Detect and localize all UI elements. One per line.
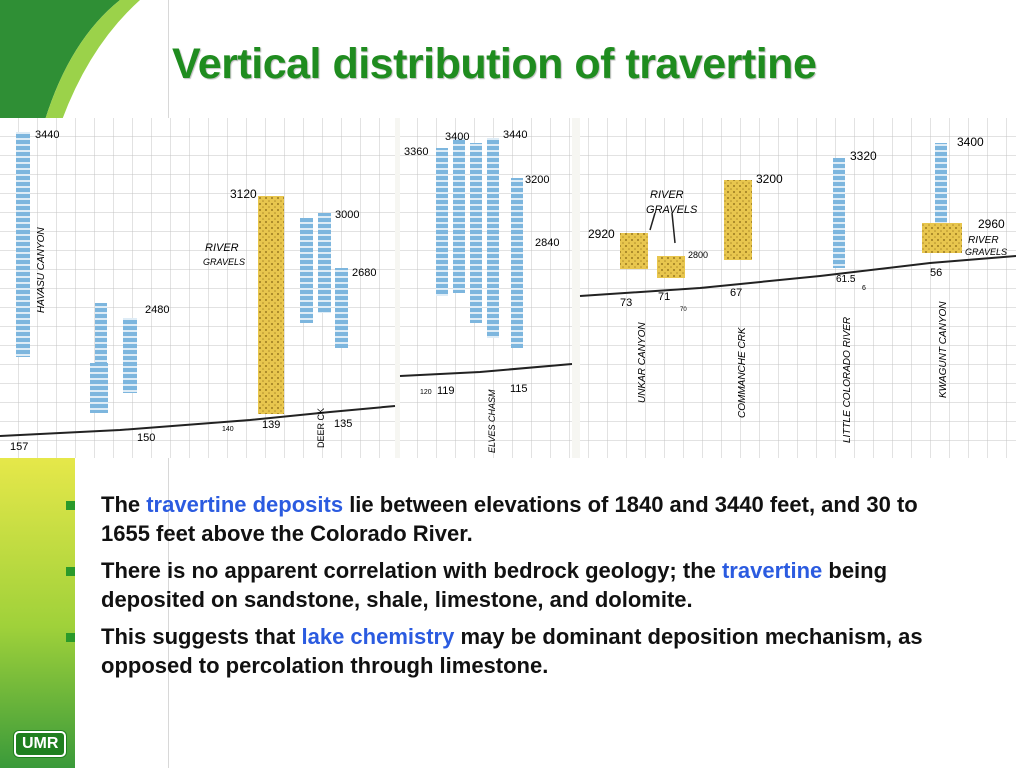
elev-label: 3000	[335, 209, 360, 221]
site-label: UNKAR CANYON	[637, 322, 648, 403]
panel-3	[580, 118, 1016, 458]
elev-label: 3120	[230, 187, 257, 201]
travertine-bar-a	[470, 143, 482, 323]
elev-label: 3360	[404, 146, 429, 158]
slide-title: Vertical distribution of travertine	[172, 40, 817, 88]
river-mile: 157	[10, 441, 29, 453]
river-mile: 135	[334, 418, 353, 430]
river-gravel-bar-3120	[258, 196, 284, 414]
travertine-bar-2680	[335, 268, 348, 348]
river-gravels-label: GRAVELS	[965, 247, 1008, 257]
river-gravels-label: RIVER	[205, 242, 239, 254]
elev-label: 3320	[850, 149, 877, 163]
elev-label: 2480	[145, 304, 170, 316]
site-label: HAVASU CANYON	[36, 227, 47, 313]
travertine-bar-3000	[318, 213, 331, 313]
travertine-bar-a	[300, 218, 313, 323]
elev-label: 3200	[525, 174, 550, 186]
elev-label: 2800	[688, 250, 709, 260]
river-mile: 73	[620, 297, 633, 309]
river-mile: 71	[658, 291, 671, 303]
panel-1	[0, 118, 395, 458]
travertine-elevation-figure	[0, 118, 1016, 458]
site-label: ELVES CHASM	[487, 389, 497, 453]
travertine-bar-3200	[511, 178, 523, 348]
river-mile: 119	[437, 385, 455, 397]
elev-label: 3400	[957, 135, 984, 149]
highlight-term: travertine	[721, 558, 823, 583]
elev-label: 2920	[588, 227, 615, 241]
corner-decoration	[0, 0, 170, 120]
bullet-list	[64, 490, 964, 688]
river-mile: 6	[862, 285, 866, 292]
river-mile: 139	[262, 419, 281, 431]
umr-logo: UMR	[14, 731, 66, 757]
travertine-bar-havasu	[16, 132, 30, 357]
river-mile: 150	[137, 432, 156, 444]
elev-label: 3200	[756, 172, 783, 186]
elev-label: 3440	[503, 129, 528, 141]
river-mile: 61.5	[836, 274, 856, 285]
divider-line-top	[168, 0, 169, 120]
bullet-item: This suggests that lake chemistry may be dominant deposition mechanism, as opposed to percolation through limestone.	[64, 622, 964, 680]
river-gravel-bar-3200	[724, 180, 752, 260]
elev-label: 2840	[535, 237, 560, 249]
river-mile: 56	[930, 267, 943, 279]
bullet-square-icon	[66, 633, 75, 642]
river-gravels-label: RIVER	[650, 189, 684, 201]
river-gravel-bar-2800	[657, 256, 685, 278]
river-gravels-label: GRAVELS	[203, 257, 246, 267]
river-gravel-bar-2960	[922, 223, 962, 253]
bullet-square-icon	[66, 567, 75, 576]
travertine-bar-2480	[123, 318, 137, 393]
travertine-bar-3320	[833, 158, 845, 268]
site-label: COMMANCHE CRK	[737, 327, 748, 418]
travertine-bar-3400	[453, 138, 465, 293]
river-mile: 120	[420, 389, 432, 396]
panel-2	[400, 118, 572, 458]
bullet-item: The travertine deposits lie between elevations of 1840 and 3440 feet, and 30 to 1655 feet above the Colorado River.	[64, 490, 964, 548]
river-gravel-bar-2920	[620, 233, 648, 269]
river-mile: 70	[680, 307, 687, 313]
travertine-bar-low-2	[95, 303, 107, 363]
bullet-square-icon	[66, 501, 75, 510]
travertine-bar-low-1	[90, 363, 108, 413]
elev-label: 2960	[978, 217, 1005, 231]
river-mile: 115	[510, 383, 528, 395]
site-label: KWAGUNT CANYON	[938, 301, 949, 398]
highlight-term: travertine deposits	[146, 492, 344, 517]
site-label: LITTLE COLORADO RIVER	[842, 316, 853, 443]
travertine-bar-3360	[436, 148, 448, 296]
river-gravels-label: RIVER	[968, 235, 999, 246]
elev-label: 2680	[352, 267, 377, 279]
bullet-item: There is no apparent correlation with bedrock geology; the travertine being deposited on sandstone, shale, limestone, and dolomite.	[64, 556, 964, 614]
river-mile: 140	[222, 426, 234, 433]
site-label: DEER CK	[316, 407, 326, 448]
travertine-bar-3440	[487, 138, 499, 338]
elev-label: 3400	[445, 131, 470, 143]
elev-label: 3440	[35, 129, 60, 141]
river-gravels-label: GRAVELS	[646, 204, 698, 216]
river-mile: 67	[730, 287, 743, 299]
highlight-term: lake chemistry	[301, 624, 455, 649]
